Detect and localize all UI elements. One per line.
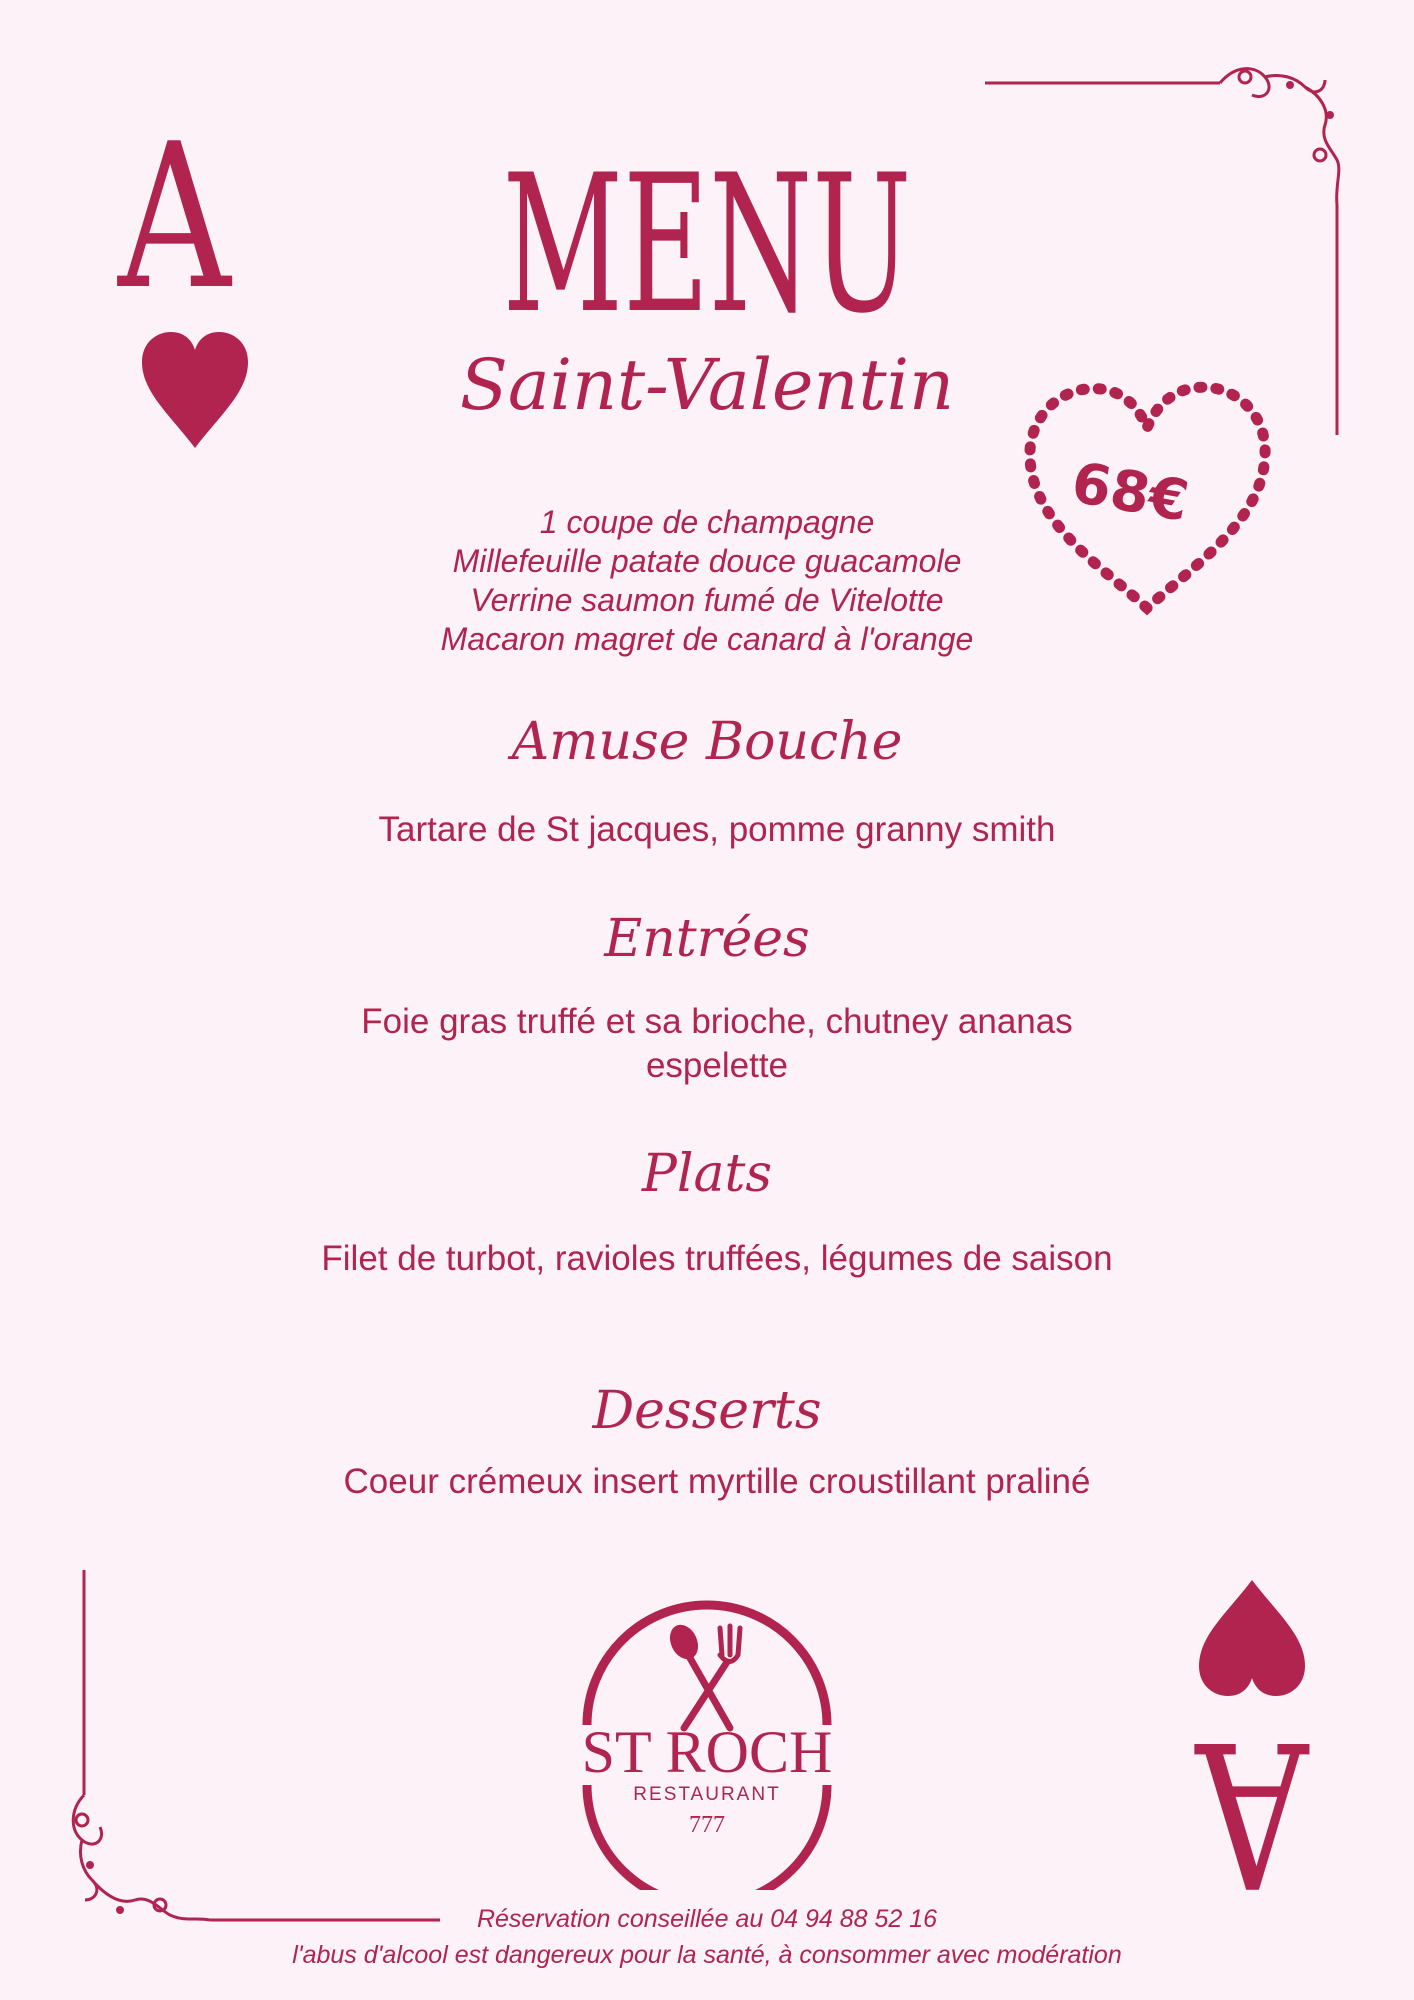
- section-title-desserts: Desserts: [592, 1381, 822, 1441]
- menu-title: MENU: [502, 134, 912, 355]
- reservation-note: Réservation conseillée au 04 94 88 52 16: [476, 1905, 938, 1933]
- aperitif-item: 1 coupe de champagne: [539, 504, 875, 540]
- restaurant-logo: [562, 1600, 852, 1890]
- aperitif-list: [0, 503, 1414, 659]
- ace-letter-top: A: [118, 101, 231, 334]
- price-label: 68€: [1066, 450, 1194, 535]
- aperitif-item: Macaron magret de canard à l'orange: [440, 621, 974, 657]
- section-text-plats: Filet de turbot, ravioles truffées, légumes de saison: [321, 1239, 1113, 1278]
- alcohol-warning: l'abus d'alcool est dangereux pour la santé, à consommer avec modération: [292, 1941, 1122, 1969]
- ace-letter-bottom: A: [1195, 1696, 1309, 1929]
- menu-subtitle: Saint-Valentin: [459, 344, 955, 426]
- section-text-amuse-bouche: Tartare de St jacques, pomme granny smith: [378, 810, 1056, 849]
- logo-number: 777: [689, 1812, 725, 1838]
- section-title-amuse-bouche: Amuse Bouche: [511, 712, 903, 772]
- aperitif-item: Verrine saumon fumé de Vitelotte: [470, 582, 944, 618]
- section-title-entrees: Entrées: [604, 909, 810, 969]
- section-text-entrees: Foie gras truffé et sa brioche, chutney ananas espelette: [361, 1002, 1073, 1085]
- heart-icon-inverted: [1197, 1578, 1307, 1698]
- aperitif-item: Millefeuille patate douce guacamole: [452, 543, 962, 579]
- section-title-plats: Plats: [641, 1144, 773, 1204]
- logo-tagline: RESTAURANT: [633, 1784, 781, 1805]
- ornament-corner-bottom-left: [60, 1565, 450, 1960]
- logo-name: ST ROCH: [581, 1719, 833, 1785]
- section-text-desserts: Coeur crémeux insert myrtille croustillant praliné: [343, 1462, 1091, 1501]
